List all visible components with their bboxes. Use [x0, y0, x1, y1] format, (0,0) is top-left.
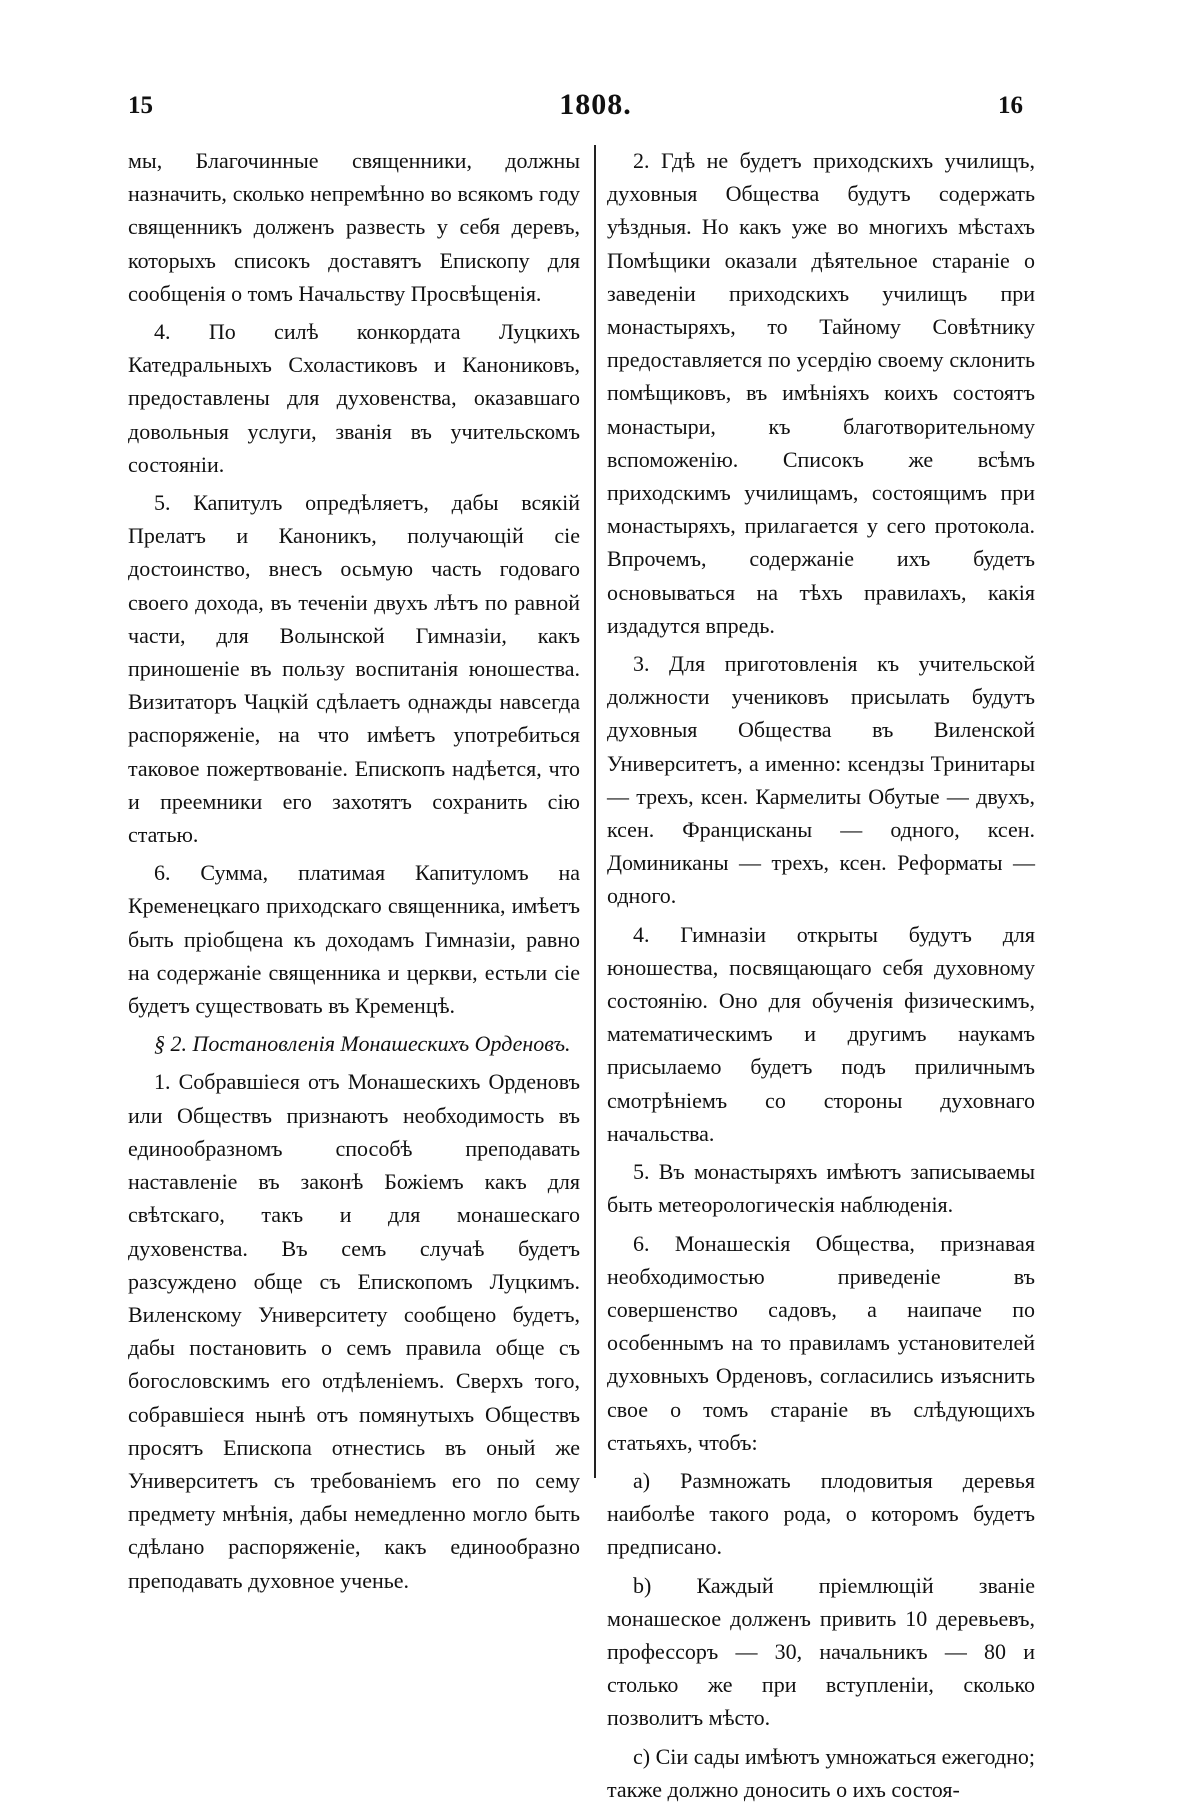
- section-item-3: 3. Для приготовленія къ учительской должности учениковъ присылать будутъ духовныя Общества въ Виленской Университетъ, а именно: ксендзы Тринитары — трехъ, ксен. Кармелиты Обутые — двухъ, ксен. Францисканы — одного, ксен. Доминиканы — трехъ, ксен. Реформаты — одного.: [607, 651, 1035, 909]
- section-item-5: 5. Въ монастыряхъ имѣютъ записываемы быть метеорологическія наблюденія.: [607, 1159, 1035, 1218]
- running-head-year: 1808.: [559, 88, 632, 121]
- section-item-6: 6. Монашескія Общества, признавая необходимостью приведеніе въ совершенство садовъ, а наипаче по особеннымъ на то правиламъ установителей духовныхъ Орденовъ, согласились изъяснить свое о томъ стараніе въ слѣдующихъ статьяхъ, чтобъ:: [607, 1230, 1035, 1455]
- sub-item-b: b) Каждый пріемлющій званіе монашеское долженъ привить 10 деревьевъ, профессоръ — 30, начальникъ — 80 и столько же при вступленіи, сколько позволитъ мѣсто.: [607, 1572, 1035, 1731]
- page-number-left: 15: [128, 92, 153, 119]
- section-item-1: 1. Собравшіеся отъ Монашескихъ Орденовъ или Обществъ признаютъ необходимость въ единообразномъ способѣ преподавать наставленіе въ законѣ Божіемъ какъ для свѣтскаго, такъ и для монашескаго духовенства. Въ семъ случаѣ будетъ разсуждено обще съ Епископомъ Луцкимъ. Виленскому Университету сообщено будетъ, дабы постановить о семъ правила обще съ богословскимъ его отдѣленіемъ. Сверхъ того, собравшіеся нынѣ отъ помянутыхъ Обществъ просятъ Епископа отнестись въ оный же Университетъ съ требованіемъ его по сему предмету мнѣнія, дабы немедленно могло быть сдѣлано распоряженіе, какъ единообразно преподавать духовное ученье.: [128, 1069, 580, 1593]
- sub-item-c: с) Сіи сады имѣютъ умножаться ежегодно; также должно доносить о ихъ состоя-: [607, 1743, 1035, 1802]
- sub-item-a: а) Размножать плодовитыя деревья наиболѣе такого рода, о которомъ будетъ предписано.: [607, 1467, 1035, 1560]
- section-item-4: 4. Гимназіи открыты будутъ для юношества, посвящающаго себя духовному состоянію. Оно для обученія физическимъ, математическимъ и другимъ наукамъ присылаемо будетъ подъ приличнымъ смотрѣніемъ со стороны духовнаго начальства.: [607, 921, 1035, 1146]
- page-number-right: 16: [998, 92, 1023, 119]
- paragraph-5: 5. Капитулъ опредѣляетъ, дабы всякій Прелатъ и Каноникъ, получающій сіе достоинство, внесъ осьмую часть годоваго своего дохода, въ теченіи двухъ лѣтъ по равной части, для Волынской Гимназіи, какъ приношеніе въ пользу воспитанія юношества. Визитаторъ Чацкій сдѣлаетъ однажды навсегда распоряженіе, на что имѣетъ употребиться таковое пожертвованіе. Епископъ надѣется, что и преемники его захотятъ сохранить сію статью.: [128, 490, 580, 848]
- left-column: [128, 144, 580, 1597]
- right-column: [607, 144, 1035, 1806]
- section-item-2: 2. Гдѣ не будетъ приходскихъ училищъ, духовныя Общества будутъ содержать уѣздныя. Но какъ уже во многихъ мѣстахъ Помѣщики оказали дѣятельное стараніе о заведеніи приходскихъ училищъ при монастыряхъ, то Тайному Совѣтнику предоставляется по усердію своему склонить помѣщиковъ, въ имѣніяхъ коихъ состоятъ монастыри, къ благотворительному вспоможенію. Списокъ же всѣмъ приходскимъ училищамъ, состоящимъ при монастыряхъ, прилагается у сего протокола. Впрочемъ, содержаніе ихъ будетъ основываться на тѣхъ правилахъ, какія издадутся впредь.: [607, 148, 1035, 638]
- paragraph-6: 6. Сумма, платимая Капитуломъ на Кременецкаго приходскаго священника, имѣетъ быть пріобщена къ доходамъ Гимназіи, равно на содержаніе священника и церкви, естьли сіе будетъ существовать въ Кременцѣ.: [128, 860, 580, 1019]
- paragraph-continued: мы, Благочинные священники, должны назначить, сколько непремѣнно во всякомъ году священникъ долженъ развесть у себя деревъ, которыхъ списокъ доставятъ Епископу для сообщенія о томъ Начальству Просвѣщенія.: [128, 148, 580, 306]
- column-divider: [594, 145, 596, 1478]
- paragraph-4: 4. По силѣ конкордата Луцкихъ Катедральныхъ Схоластиковъ и Канониковъ, предоставлены для духовенства, оказавшаго довольныя услуги, званія въ учительскомъ состояніи.: [128, 319, 580, 477]
- section-heading: § 2. Постановленія Монашескихъ Орденовъ.: [154, 1031, 571, 1057]
